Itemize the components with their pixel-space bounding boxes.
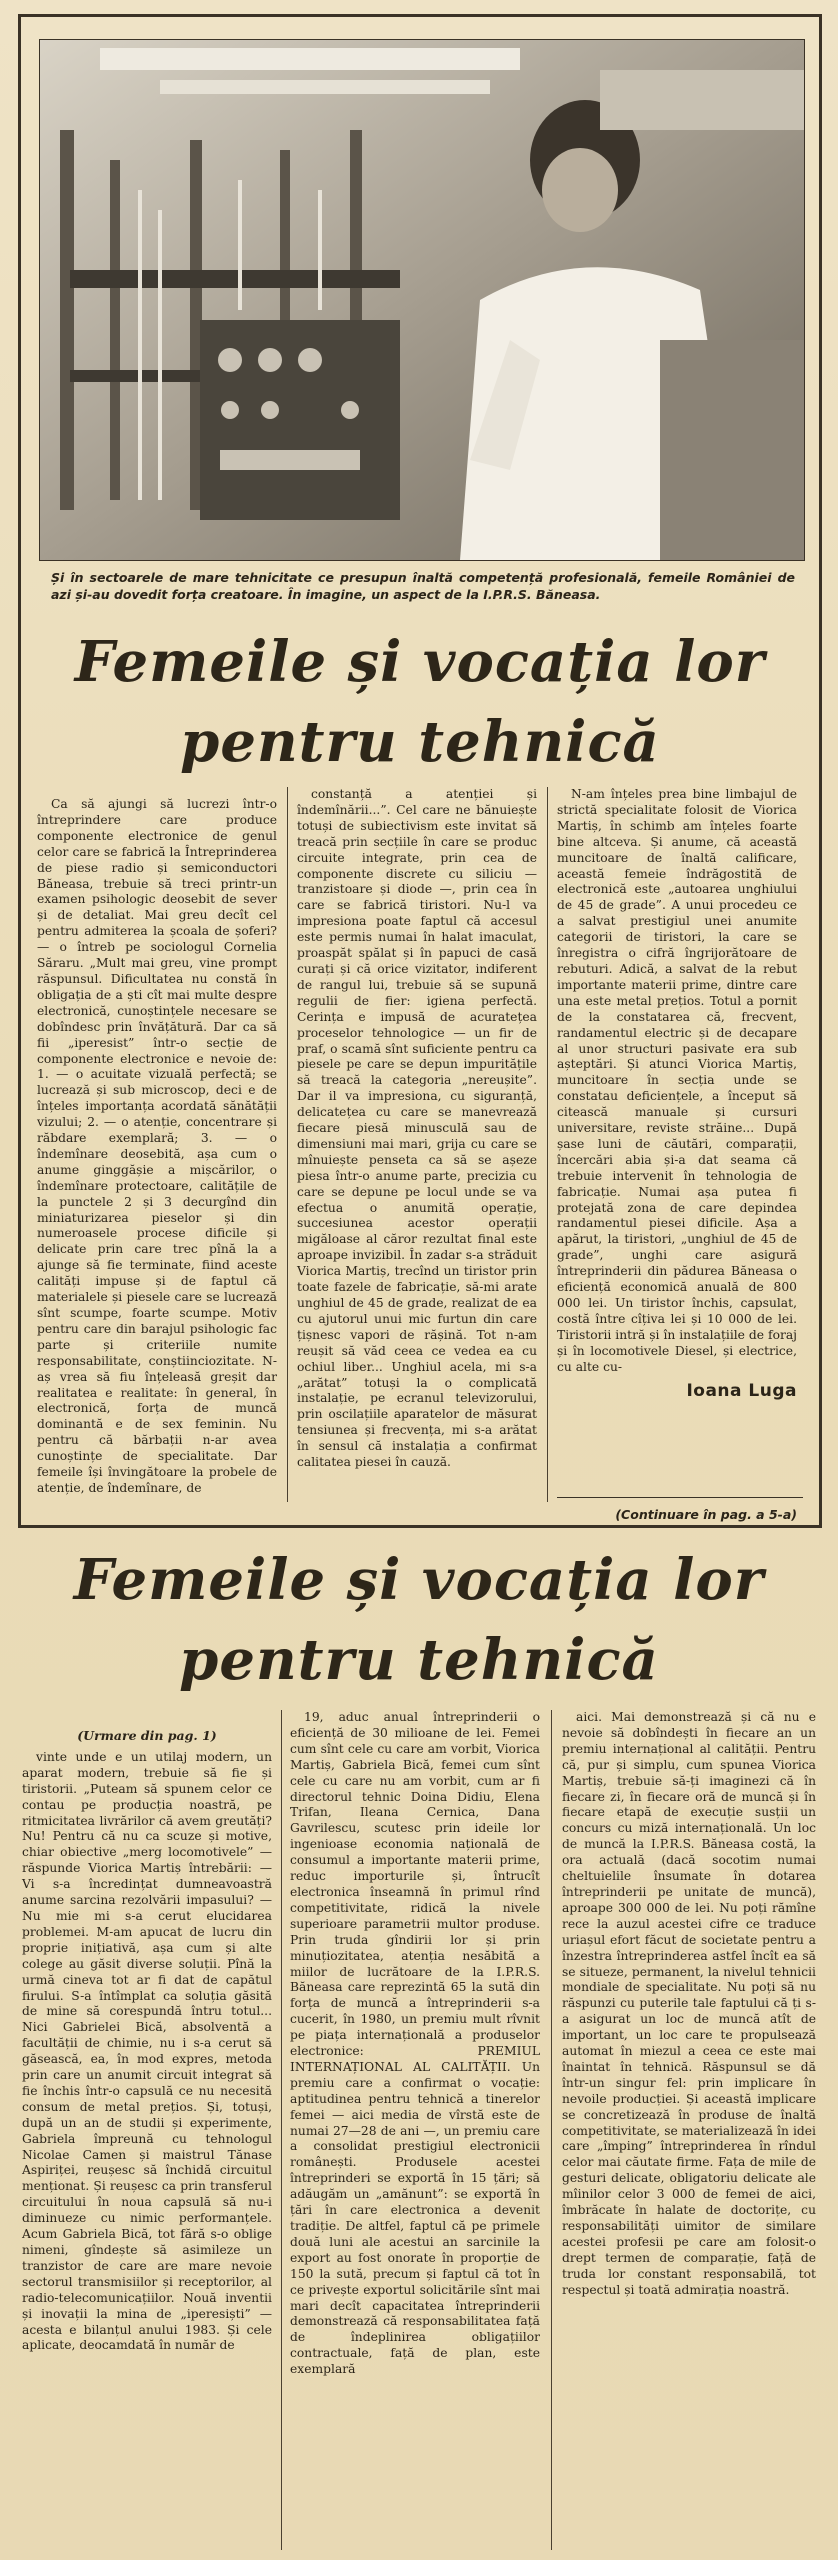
continued-text-col1: vinte unde e un utilaj modern, un aparat modern, trebuie să fie și tiristorii. „Puteam să spunem celor ce contau pe producția noastră, pe ritmicitatea livrărilor că avem greutăți? Nu! Pentru că nu ca scuze și motive, chiar obiective „merg locomotivele” — răspunde Viorica Martiș întrebării: — Vi s-a încredințat dumneavoastră anume sarcina rezolvării impasului? — Nu mie mi s-a cerut elucidarea problemei. M-am apucat de lucru din proprie inițiativă, așa cum și alte colege au găsit diverse soluții. Pînă la urmă cineva tot ar fi dat de capătul firului. S-a întîmplat ca soluția găsită de mine să corespundă întru totul... Nici Gabrielei Bică, absolventă a facultății de chimie, nu i s-a cerut să găsească, ea, în mod expres, metoda prin care un anumit circuit integrat să fie închis într-o capsulă ce nu necesită consum de metal prețios. Și, totuși, după un an de studii și experimente, Gabriela împreună cu tehnologul Nicolae Camen și maistrul Tănase Aspiriței, reușesc să închidă circuitul menționat. Și reușesc ca prin transferul circuitului în noua capsulă să nu-i diminueze cu nimic performanțele. Acum Gabriela Bică, tot fără s-o oblige nimeni, gîndește să asimileze un tranzistor de care are mare nevoie sectorul transmisiilor și receptorilor, al radio-telecomunicațiilor. Nouă inventii și inovații la mina de „iperesiști” — acesta e bilanțul anului 1983. Și cele aplicate, deocamdată în număr de [22, 1749, 272, 2353]
front-article-box [18, 14, 822, 1528]
continued-from-note: (Urmare din pag. 1) [77, 1728, 217, 1743]
column-divider [281, 1710, 282, 2550]
factory-photo-illustration [40, 40, 804, 560]
article-column-2 [297, 787, 537, 1471]
continued-headline-line-1: Femeile și vocația lor [73, 1547, 765, 1613]
continued-column-2 [290, 1710, 540, 2378]
headline-line-2: pentru tehnică [180, 709, 660, 775]
author-byline: Ioana Luga [686, 1380, 797, 1401]
article-column-1 [37, 797, 277, 1497]
headline-line-1: Femeile și vocația lor [74, 629, 766, 695]
factory-photo [39, 39, 805, 561]
continued-text-col2: 19, aduc anual întreprinderii o eficiență de 30 milioane de lei. Femei cum sînt cele cu care am vorbit, Viorica Martiș, Gabriela Bică, femei cum sînt cele cu care nu am vorbit, cum ar fi directorul tehnic Doina Didiu, Elena Trifan, Ileana Cernica, Dana Gavrilescu, scutesc prin ideile lor ingenioase economia națională de consumul a importante materii prime, reduc importurile și, întrucît electronica înseamnă în primul rînd competitivitate, ridică la nivele superioare parametrii multor produse. Prin truda gîndirii lor și prin minuțiozitatea, atenția nesăbită a miilor de lucrătoare de la I.P.R.S. Băneasa care reprezintă 65 la sută din forța de muncă a întreprinderii s-a cucerit, în 1980, un premiu mult rîvnit pe piața internațională a produselor electronice: PREMIUL INTERNAȚIONAL AL CALITĂȚII. Un premiu care a confirmat o vocație: aptitudinea pentru tehnică a tinerelor femei — aici media de vîrstă este de numai 27—28 de ani —, un premiu care a consolidat prestigiul electronicii românești. Produsele acestei întreprinderi se exportă în 15 țări; să adăugăm un „amănunt”: se exportă în țări în care electronica a devenit tradiție. De altfel, faptul că pe primele două luni ale acestui an sarcinile la export au fost onorate în proporție de 150 la sută, precum și faptul că tot în ce privește exportul solicitările sînt mai mari decît capacitatea întreprinderii demonstrează că responsabilitatea față de îndeplinirea obligațiilor contractuale, față de plan, este exemplară [290, 1710, 540, 2377]
continuation-note: (Continuare în pag. a 5-a) [615, 1507, 797, 1522]
article-text-col2: constanță a atenției și îndemînării...”. Cel care ne bănuiește totuși de subiectivism este invitat să treacă prin secțiile în care se produc circuite integrate, prin cea de componente discrete cu siliciu — tranzistoare și diode —, prin cea în care se fabrică tiristori. Nu-l va impresiona poate faptul că accesul este permis numai în halat imaculat, proaspăt spălat și în papuci de casă curați și că orice vizitator, indiferent de rangul lui, trebuie să se supună regulii de fier: igiena perfectă. Cerința e impusă de acuratețea proceselor tehnologice — un fir de praf, o scamă sînt suficiente pentru ca piesele pe care se depun impuritățile să treacă la categoria „nereușite”. Dar il va impresiona, cu siguranță, delicatețea cu care se manevrează fiecare piesă minusculă sau de dimensiuni mai mari, grija cu care se mînuiește penseta ca să se așeze piesa într-o anume parte, precizia cu care se depune pe locul unde se va efectua o anumită operație, succesiunea acestor operații migăloase al căror rezultat final este aproape invizibil. În zadar s-a străduit Viorica Martiș, trecînd un tiristor prin toate fazele de fabricație, să-mi arate unghiul de 45 de grade, realizat de ea cu ajutorul unui mic furtun din care țișnesc vapori de rășină. Tot n-am reușit să văd ceea ce vedea ea cu ochiul liber... Unghiul acela, mi s-a „arătat” totuși la o complicată instalație, pe ecranul televizorului, prin oscilațiile aparatelor de măsurat tensiunea și frecvența, mi s-a arătat în sensul că instalația a confirmat calitatea piesei în cauză. [297, 787, 537, 1470]
continued-text-col3: aici. Mai demonstrează și că nu e nevoie să dobîndești în fiecare an un premiu internațional al calității. Pentru că, pur și simplu, cum spunea Viorica Martiș, trebuie să-ți imaginezi că în fiecare zi, în fiecare oră de muncă și în fiecare etapă de execuție susții un concurs cu miză internațională. Un loc de muncă la I.P.R.S. Băneasa costă, la ora actuală (dacă socotim numai cheltuielile însumate în dotarea întreprinderii pe unitate de muncă), aproape 300 000 de lei. Nu poți rămîne rece la auzul acestei cifre ce traduce uriașul efort făcut de societate pentru a înzestra întreprinderea astfel încît ea să se situeze, permanent, la nivelul tehnicii mondiale de specialitate. Nu poți să nu răspunzi cu puterile tale faptului că ți s-a asigurat un loc de muncă atît de important, un loc care te propulsează automat în miezul a ceea ce este mai înaintat în tehnică. Răspunsul se dă într-un singur fel: prin implicare în nevoile producției. Și această implicare se concretizează în produse de înaltă competitivitate, se materializează în idei care „împing” întreprinderea în rîndul celor mai căutate firme. Fața de mile de gesturi delicate, obligatoriu delicate ale mîinilor celor 3 000 de femei de aici, îmbrăcate în halate de doctorițe, cu responsabilități uimitor de similare acestei profesii pe care am folosit-o drept termen de comparație, față de truda lor constant responsabilă, tot respectul și toată admirația noastră. [562, 1710, 816, 2297]
column-divider [547, 787, 548, 1502]
photo-caption: Și în sectoarele de mare tehnicitate ce presupun înaltă competență profesională, femeile României de azi și-au dovedit forța creatoare. În imagine, un aspect de la I.P.R.S. Băneasa. [51, 570, 795, 602]
continued-headline-line-2: pentru tehnică [179, 1627, 659, 1693]
continued-column-1 [22, 1728, 272, 2354]
continued-column-3 [562, 1710, 816, 2299]
article-text-col1: Ca să ajungi să lucrezi într-o întreprindere care produce componente electronice de genul celor care se fabrică la Întreprinderea de piese radio și semiconductori Băneasa, trebuie să treci printr-un examen psihologic deosebit de sever și de detaliat. Mai greu decît cel pentru admiterea la școala de șoferi? — o întreb pe sociologul Cornelia Săraru. „Mult mai greu, vine prompt răspunsul. Dificultatea nu constă în obligația de a ști cît mai multe despre electronică, cunoștințele necesare se dobîndesc prin învățătură. Dar ca să fii „iperesist” într-o secție de componente electronice e nevoie de: 1. — o acuitate vizuală perfectă; se lucrează și sub microscop, deci e de înțeles importanța acordată sănătății vizului; 2. — o atenție, concentrare și răbdare exemplară; 3. — o îndemînare deosebită, așa cum o anume ginggășie a mișcărilor, o îndemînare protectoare, calitățile de la punctele 2 și 3 decurgînd din miniaturizarea pieselor și din numeroasele procese dificile și delicate prin care trec pînă la a ajunge să fie terminate, fiind aceste calități impuse și de faptul că materialele și piesele care se lucrează sînt scumpe, foarte scumpe. Motiv pentru care din barajul psihologic fac parte și criteriile numite responsabilitate, conștiinciozitate. N-aș vrea să fiu înțeleasă greșit dar realitatea e realitate: în general, în electronică, forța de muncă dominantă e de sex feminin. Nu pentru că bărbații n-ar avea cunoștințe de specialitate. Dar femeile își învingătoare la probele de atenție, de îndemînare, de [37, 797, 277, 1495]
column-divider [287, 787, 288, 1502]
column-divider [551, 1710, 552, 2550]
article-column-3 [557, 787, 797, 1399]
article-text-col3: N-am înțeles prea bine limbajul de strictă specialitate folosit de Viorica Martiș, în schimb am înțeles foarte bine altceva. Și anume, că această muncitoare de înaltă calificare, această femeie îndrăgostită de electronică este „autoarea unghiului de 45 de grade”. A unui procedeu ce a salvat prestigiul unei anumite categorii de tiristori, la care se înregistra o cifră îngrijorătoare de rebuturi. Adică, a salvat de la rebut importante materii prime, dintre care una este metal prețios. Totul a pornit de la constatarea că, frecvent, randamentul electric și de decapare al unor structuri pasivate era sub așteptări. Și atunci Viorica Martiș, muncitoare în secția unde se constatau deficiențele, a început să citească manuale și cursuri universitare, reviste străine... După șase luni de căutări, comparații, încercări abia și-a dat seama că trebuie intervenit în tehnologia de fabricație. Numai așa putea fi protejată zona de care depindea randamentul piesei dificile. Așa a apărut, la tiristori, „unghiul de 45 de grade”, unghi care asigură întreprinderii din pădurea Băneasa o eficiență economică anuală de 800 000 lei. Un tiristor închis, capsulat, costă între cîțiva lei și 10 000 de lei. Tiristorii intră și în instalațiile de foraj și în locomotivele Diesel, și electrice, cu alte cu- [557, 787, 797, 1374]
continuation-rule [557, 1497, 803, 1498]
